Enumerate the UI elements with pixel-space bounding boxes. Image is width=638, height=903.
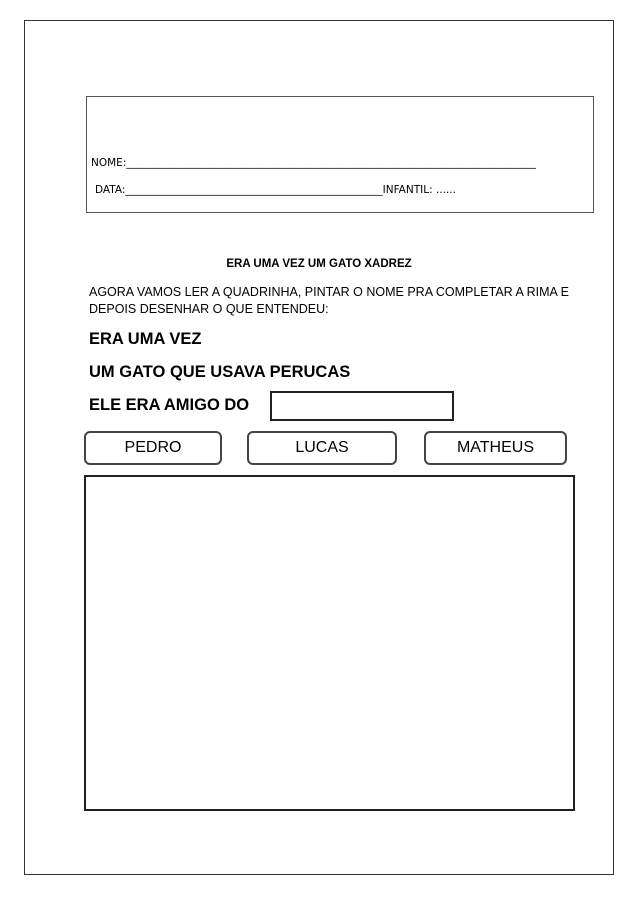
student-info-box — [86, 96, 594, 213]
answer-blank-box[interactable] — [270, 391, 454, 421]
name-field[interactable]: NOME:______________________________________________________________________________ — [91, 157, 536, 169]
option-lucas[interactable]: LUCAS — [247, 431, 397, 465]
verse-line-1: ERA UMA VEZ — [89, 330, 202, 348]
drawing-area[interactable] — [84, 475, 575, 811]
option-pedro[interactable]: PEDRO — [84, 431, 222, 465]
verse-line-2: UM GATO QUE USAVA PERUCAS — [89, 363, 351, 381]
option-matheus[interactable]: MATHEUS — [424, 431, 567, 465]
worksheet-title: ERA UMA VEZ UM GATO XADREZ — [226, 258, 412, 270]
date-field[interactable]: DATA:_________________________________________________INFANTIL: ...... — [95, 184, 456, 196]
verse-line-3: ELE ERA AMIGO DO — [89, 396, 250, 414]
instructions-text: AGORA VAMOS LER A QUADRINHA, PINTAR O NOME PRA COMPLETAR A RIMA E DEPOIS DESENHAR O QUE ENTENDEU: — [89, 285, 569, 316]
